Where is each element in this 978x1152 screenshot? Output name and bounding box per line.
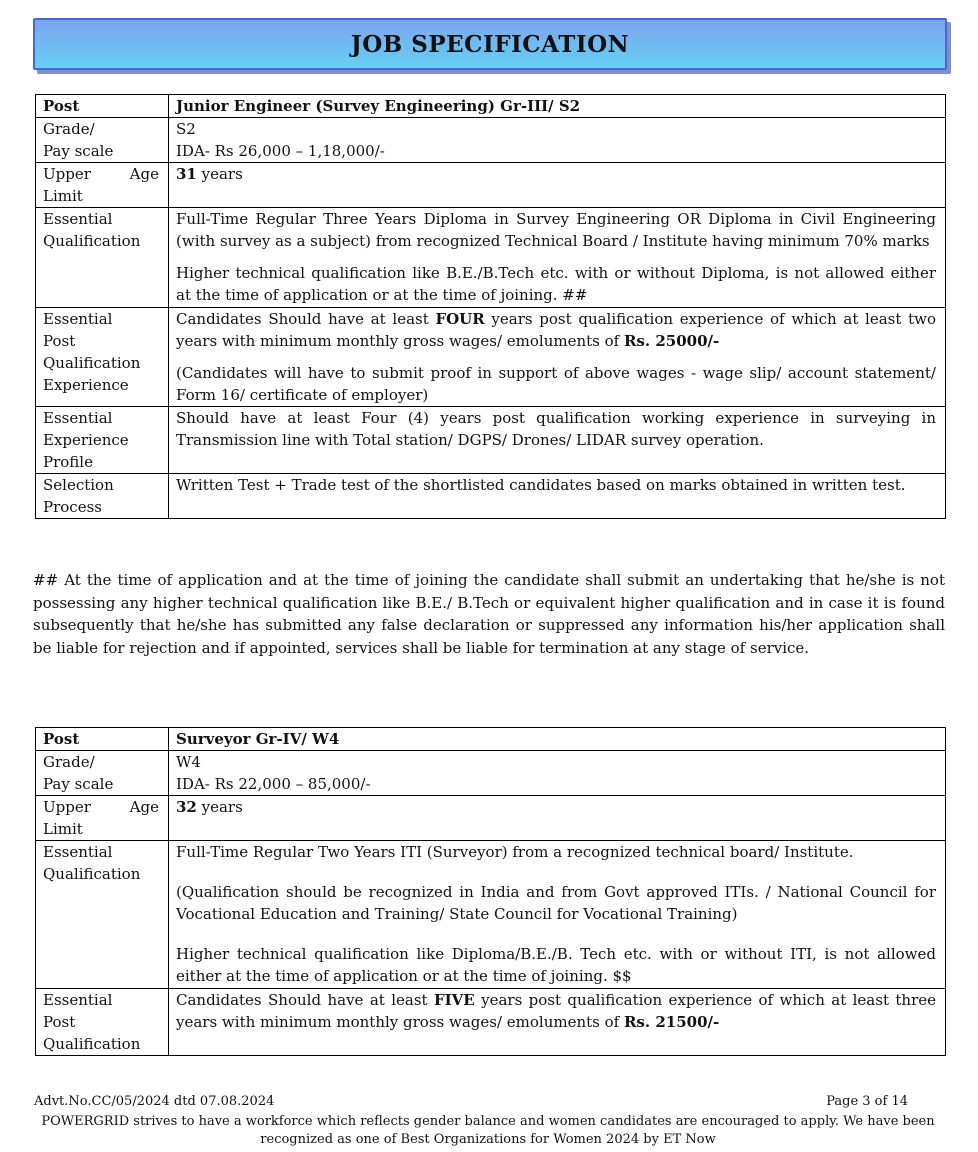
table-row <box>36 308 946 407</box>
table-row <box>36 208 946 308</box>
qualification-value: Full-Time Regular Three Years Diploma in Survey Engineering OR Diploma in Civil Engineering (with survey as a subject) from recognized Technical Board / Institute having minimum 70% marks Higher technical qualification like B.E./B.Tech etc. with or without Diploma, is not allowed either at the time of application or at the time of joining. ## <box>169 208 946 308</box>
age-label: Upper Age Limit <box>36 796 169 841</box>
job-spec-table-1 <box>35 94 946 519</box>
footer-note: POWERGRID strives to have a workforce which reflects gender balance and women candidates are encouraged to apply. We have been recognized as one of Best Organizations for Women 2024 by ET Now <box>41 1114 935 1147</box>
post-value: Surveyor Gr-IV/ W4 <box>169 728 946 751</box>
post-value: Junior Engineer (Survey Engineering) Gr-III/ S2 <box>169 95 946 118</box>
table-row <box>36 407 946 474</box>
age-value: 32 years <box>169 796 946 841</box>
age-value: 31 years <box>169 163 946 208</box>
experience-value: Candidates Should have at least FIVE years post qualification experience of which at least three years with minimum monthly gross wages/ emoluments of Rs. 21500/- <box>169 989 946 1056</box>
table-row <box>36 163 946 208</box>
table-row <box>36 728 946 751</box>
profile-label: Essential Experience Profile <box>36 407 169 474</box>
post-label: Post <box>36 95 169 118</box>
age-label: Upper Age Limit <box>36 163 169 208</box>
page-title: JOB SPECIFICATION <box>350 30 630 58</box>
experience-label: Essential Post Qualification Experience <box>36 308 169 407</box>
experience-label: Essential Post Qualification <box>36 989 169 1056</box>
table-row <box>36 989 946 1056</box>
experience-value: Candidates Should have at least FOUR years post qualification experience of which at least two years with minimum monthly gross wages/ emoluments of Rs. 25000/- (Candidates will have to submit proof in support of above wages - wage slip/ account statement/ Form 16/ certificate of employer) <box>169 308 946 407</box>
qualification-label: Essential Qualification <box>36 841 169 989</box>
grade-value: S2 IDA- Rs 26,000 – 1,18,000/- <box>169 118 946 163</box>
page-number: Page 3 of 14 <box>826 1094 908 1109</box>
advt-number: Advt.No.CC/05/2024 dtd 07.08.2024 <box>34 1094 275 1109</box>
table-row <box>36 796 946 841</box>
table-row <box>36 751 946 796</box>
selection-label: Selection Process <box>36 474 169 519</box>
table-row <box>36 474 946 519</box>
footnote: ## At the time of application and at the time of joining the candidate shall submit an undertaking that he/she is not possessing any higher technical qualification like B.E./ B.Tech or equivalent higher qualification and in case it is found subsequently that he/she has submitted any false declaration or suppressed any information his/her application shall be liable for rejection and if appointed, services shall be liable for termination at any stage of service. <box>33 571 945 657</box>
table-row <box>36 95 946 118</box>
qualification-label: Essential Qualification <box>36 208 169 308</box>
footer-line <box>34 1094 908 1109</box>
qualification-value: Full-Time Regular Two Years ITI (Surveyor) from a recognized technical board/ Institute. (Qualification should be recognized in India and from Govt approved ITIs. / National Council for Vocational Education and Training/ State Council for Vocational Training) Higher technical qualification like Diploma/B.E./B. Tech etc. with or without ITI, is not allowed either at the time of application or at the time of joining. $$ <box>169 841 946 989</box>
table-row <box>36 841 946 989</box>
table-row <box>36 118 946 163</box>
header-banner <box>33 18 947 70</box>
selection-value: Written Test + Trade test of the shortlisted candidates based on marks obtained in written test. <box>169 474 946 519</box>
job-spec-table-2 <box>35 727 946 1056</box>
profile-value: Should have at least Four (4) years post qualification working experience in surveying in Transmission line with Total station/ DGPS/ Drones/ LIDAR survey operation. <box>169 407 946 474</box>
grade-label: Grade/ Pay scale <box>36 118 169 163</box>
post-label: Post <box>36 728 169 751</box>
grade-label: Grade/ Pay scale <box>36 751 169 796</box>
grade-value: W4 IDA- Rs 22,000 – 85,000/- <box>169 751 946 796</box>
